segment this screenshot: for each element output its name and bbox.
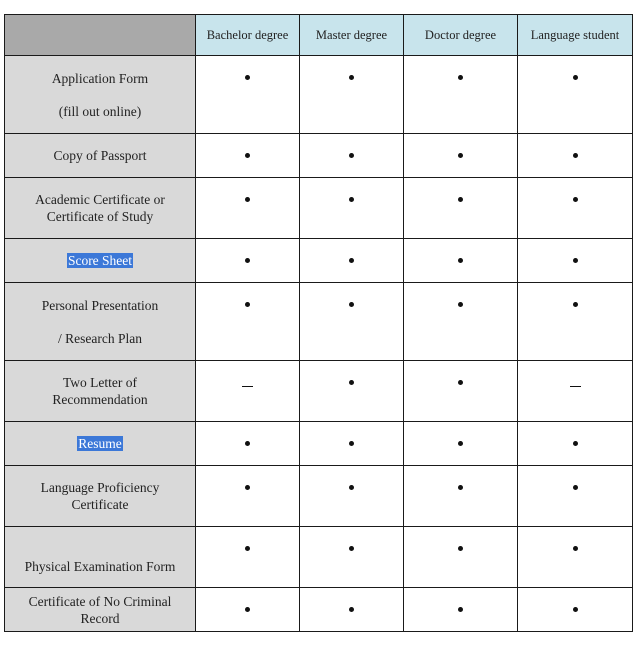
mark-cell-language-student — [518, 527, 633, 588]
column-header-bachelor: Bachelor degree — [196, 15, 300, 56]
bullet-mark — [349, 441, 354, 446]
column-header-doctor: Doctor degree — [404, 15, 518, 56]
table-row — [5, 56, 633, 134]
column-header-language-student: Language student — [518, 15, 633, 56]
mark-cell-bachelor-degree — [196, 527, 300, 588]
bullet-mark — [573, 153, 578, 158]
row-label-copy-of-passport — [5, 134, 196, 178]
mark-cell-doctor-degree — [404, 134, 518, 178]
row-label-line: Recommendation — [52, 392, 148, 407]
corner-cell — [5, 15, 196, 56]
mark-cell-doctor-degree — [404, 466, 518, 527]
mark-cell-doctor-degree — [404, 527, 518, 588]
mark-cell-doctor-degree — [404, 56, 518, 134]
bullet-mark — [458, 197, 463, 202]
mark-cell-bachelor-degree — [196, 178, 300, 239]
row-label-two-letter-of-recommendation — [5, 361, 196, 422]
bullet-mark — [458, 153, 463, 158]
bullet-mark — [349, 546, 354, 551]
mark-cell-bachelor-degree — [196, 588, 300, 632]
row-label-line: Certificate — [71, 497, 129, 512]
mark-cell-bachelor-degree — [196, 56, 300, 134]
table-row — [5, 527, 633, 588]
mark-cell-bachelor-degree — [196, 283, 300, 361]
mark-cell-master-degree — [300, 466, 404, 527]
bullet-mark — [245, 258, 250, 263]
row-label-line: Application Form — [51, 70, 149, 86]
row-label-line: Personal Presentation — [41, 297, 159, 313]
table-row — [5, 178, 633, 239]
mark-cell-doctor-degree — [404, 361, 518, 422]
dash-mark — [242, 386, 253, 387]
table-row — [5, 422, 633, 466]
bullet-mark — [458, 75, 463, 80]
bullet-mark — [349, 153, 354, 158]
mark-cell-master-degree — [300, 361, 404, 422]
row-label-language-proficiency-certificate — [5, 466, 196, 527]
mark-cell-language-student — [518, 422, 633, 466]
mark-cell-language-student — [518, 466, 633, 527]
mark-cell-language-student — [518, 361, 633, 422]
bullet-mark — [458, 607, 463, 612]
table-row — [5, 466, 633, 527]
table-row — [5, 283, 633, 361]
bullet-mark — [573, 485, 578, 490]
row-label-physical-examination-form — [5, 527, 196, 588]
row-label-application-form-fill-out-online — [5, 56, 196, 134]
row-label-line: Resume — [78, 436, 122, 451]
bullet-mark — [245, 75, 250, 80]
bullet-mark — [573, 607, 578, 612]
row-label-line: Physical Examination Form — [24, 559, 176, 574]
mark-cell-language-student — [518, 588, 633, 632]
row-label-line: Academic Certificate or — [35, 192, 165, 207]
row-label-line: (fill out online) — [58, 103, 142, 119]
mark-cell-bachelor-degree — [196, 239, 300, 283]
mark-cell-bachelor-degree — [196, 466, 300, 527]
table-row — [5, 239, 633, 283]
row-label-score-sheet — [5, 239, 196, 283]
bullet-mark — [573, 197, 578, 202]
table-row — [5, 361, 633, 422]
mark-cell-master-degree — [300, 283, 404, 361]
mark-cell-bachelor-degree — [196, 361, 300, 422]
mark-cell-bachelor-degree — [196, 134, 300, 178]
bullet-mark — [573, 546, 578, 551]
mark-cell-master-degree — [300, 178, 404, 239]
bullet-mark — [349, 607, 354, 612]
mark-cell-bachelor-degree — [196, 422, 300, 466]
row-label-line: Certificate of No Criminal — [28, 593, 172, 609]
row-label-personal-presentation-research-plan — [5, 283, 196, 361]
bullet-mark — [245, 302, 250, 307]
mark-cell-master-degree — [300, 239, 404, 283]
header-row — [5, 15, 633, 56]
row-label-line: Record — [80, 610, 120, 626]
bullet-mark — [349, 302, 354, 307]
table-row — [5, 134, 633, 178]
mark-cell-master-degree — [300, 527, 404, 588]
mark-cell-language-student — [518, 56, 633, 134]
mark-cell-doctor-degree — [404, 178, 518, 239]
bullet-mark — [245, 607, 250, 612]
bullet-mark — [458, 258, 463, 263]
dash-mark — [570, 386, 581, 387]
bullet-mark — [245, 197, 250, 202]
bullet-mark — [458, 546, 463, 551]
bullet-mark — [245, 441, 250, 446]
row-label-line: Certificate of Study — [46, 209, 154, 224]
row-label-line: Two Letter of — [62, 375, 138, 390]
mark-cell-doctor-degree — [404, 422, 518, 466]
bullet-mark — [458, 380, 463, 385]
bullet-mark — [458, 485, 463, 490]
table-row — [5, 588, 633, 632]
row-label-line: Language Proficiency — [40, 480, 160, 495]
bullet-mark — [349, 197, 354, 202]
bullet-mark — [573, 441, 578, 446]
mark-cell-doctor-degree — [404, 588, 518, 632]
bullet-mark — [573, 302, 578, 307]
mark-cell-master-degree — [300, 56, 404, 134]
requirements-table — [4, 14, 633, 632]
row-label-line: Copy of Passport — [53, 148, 147, 163]
row-label-line: / Research Plan — [58, 330, 142, 346]
row-label-certificate-of-no-criminal-record — [5, 588, 196, 632]
bullet-mark — [573, 258, 578, 263]
mark-cell-master-degree — [300, 422, 404, 466]
bullet-mark — [349, 485, 354, 490]
mark-cell-master-degree — [300, 134, 404, 178]
bullet-mark — [458, 302, 463, 307]
mark-cell-language-student — [518, 283, 633, 361]
bullet-mark — [245, 153, 250, 158]
mark-cell-master-degree — [300, 588, 404, 632]
bullet-mark — [458, 441, 463, 446]
column-header-master: Master degree — [300, 15, 404, 56]
row-label-academic-certificate-or-certificate-of-study — [5, 178, 196, 239]
mark-cell-language-student — [518, 239, 633, 283]
mark-cell-language-student — [518, 178, 633, 239]
bullet-mark — [245, 546, 250, 551]
bullet-mark — [245, 485, 250, 490]
bullet-mark — [349, 258, 354, 263]
mark-cell-doctor-degree — [404, 283, 518, 361]
mark-cell-language-student — [518, 134, 633, 178]
bullet-mark — [349, 75, 354, 80]
bullet-mark — [349, 380, 354, 385]
row-label-resume — [5, 422, 196, 466]
bullet-mark — [573, 75, 578, 80]
row-label-line: Score Sheet — [67, 253, 133, 268]
mark-cell-doctor-degree — [404, 239, 518, 283]
